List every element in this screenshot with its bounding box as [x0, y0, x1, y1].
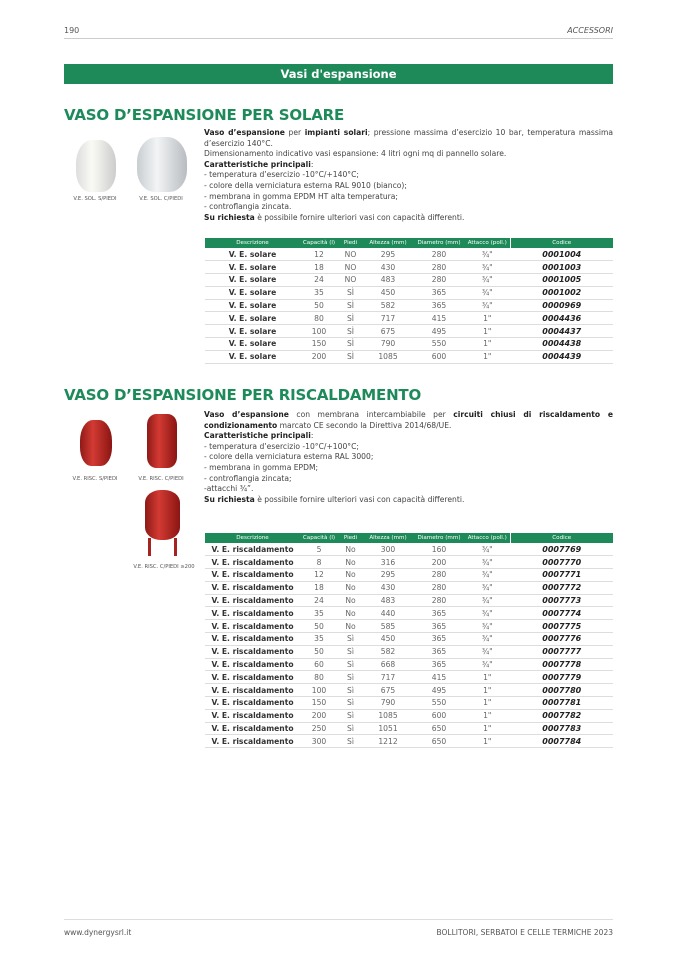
- cell-diameter: 365: [413, 607, 465, 620]
- cell-code: 0007775: [510, 620, 613, 633]
- cell-feet: Sì: [338, 735, 363, 748]
- cell-connection: 1": [465, 350, 510, 363]
- cell-height: 717: [363, 312, 413, 325]
- cell-diameter: 495: [413, 684, 465, 697]
- cell-feet: Sì: [338, 658, 363, 671]
- cell-description: V. E. riscaldamento: [205, 658, 300, 671]
- cell-connection: ¾": [465, 261, 510, 274]
- cell-connection: 1": [465, 709, 510, 722]
- cell-description: V. E. solare: [205, 338, 300, 351]
- cell-diameter: 650: [413, 722, 465, 735]
- cell-diameter: 365: [413, 645, 465, 658]
- cell-diameter: 365: [413, 658, 465, 671]
- cell-connection: ¾": [465, 645, 510, 658]
- cell-capacity: 18: [300, 581, 338, 594]
- table-row: [205, 684, 613, 697]
- cell-code: 0001005: [510, 274, 613, 287]
- solar-section-title: VASO D’ESPANSIONE PER SOLARE: [64, 106, 345, 124]
- cell-code: 0007781: [510, 697, 613, 710]
- cell-capacity: 150: [300, 338, 338, 351]
- cell-height: 440: [363, 607, 413, 620]
- cell-capacity: 35: [300, 633, 338, 646]
- cell-capacity: 80: [300, 312, 338, 325]
- section-label: ACCESSORI: [567, 26, 613, 35]
- cell-diameter: 160: [413, 543, 465, 556]
- cell-description: V. E. solare: [205, 299, 300, 312]
- table-row: [205, 645, 613, 658]
- cell-description: V. E. solare: [205, 350, 300, 363]
- cell-capacity: 50: [300, 620, 338, 633]
- cell-feet: No: [338, 594, 363, 607]
- cell-capacity: 50: [300, 299, 338, 312]
- cell-height: 675: [363, 325, 413, 338]
- cell-capacity: 60: [300, 658, 338, 671]
- column-header-code: Codice: [510, 533, 613, 543]
- cell-code: 0000969: [510, 299, 613, 312]
- table-header-row: [205, 533, 613, 543]
- table-row: [205, 274, 613, 287]
- cell-code: 0007777: [510, 645, 613, 658]
- cell-connection: ¾": [465, 543, 510, 556]
- cell-capacity: 250: [300, 722, 338, 735]
- cell-height: 483: [363, 594, 413, 607]
- table-row: [205, 671, 613, 684]
- cell-connection: ¾": [465, 594, 510, 607]
- cell-code: 0001003: [510, 261, 613, 274]
- column-header-connection: Attacco (poll.): [465, 238, 510, 248]
- column-header-connection: Attacco (poll.): [465, 533, 510, 543]
- cell-height: 295: [363, 569, 413, 582]
- cell-diameter: 280: [413, 594, 465, 607]
- cell-feet: SÌ: [338, 350, 363, 363]
- cell-connection: ¾": [465, 274, 510, 287]
- cell-feet: NO: [338, 274, 363, 287]
- column-header-feet: Piedi: [338, 238, 363, 248]
- cell-height: 582: [363, 299, 413, 312]
- solar-table: [205, 238, 613, 364]
- cell-capacity: 300: [300, 735, 338, 748]
- table-row: [205, 350, 613, 363]
- table-header-row: [205, 238, 613, 248]
- cell-description: V. E. riscaldamento: [205, 543, 300, 556]
- cell-connection: 1": [465, 671, 510, 684]
- cell-code: 0007774: [510, 607, 613, 620]
- cell-feet: SÌ: [338, 299, 363, 312]
- cell-height: 1085: [363, 709, 413, 722]
- cell-height: 790: [363, 338, 413, 351]
- cell-height: 483: [363, 274, 413, 287]
- cell-description: V. E. riscaldamento: [205, 569, 300, 582]
- cell-feet: SÌ: [338, 325, 363, 338]
- cell-description: V. E. riscaldamento: [205, 735, 300, 748]
- cell-diameter: 365: [413, 286, 465, 299]
- heating-table: [205, 533, 613, 748]
- cell-capacity: 24: [300, 594, 338, 607]
- cell-description: V. E. solare: [205, 312, 300, 325]
- cell-description: V. E. riscaldamento: [205, 607, 300, 620]
- cell-diameter: 280: [413, 581, 465, 594]
- cell-capacity: 18: [300, 261, 338, 274]
- table-row: [205, 735, 613, 748]
- cell-description: V. E. riscaldamento: [205, 709, 300, 722]
- cell-connection: ¾": [465, 556, 510, 569]
- column-header-capacity: Capacità (l): [300, 238, 338, 248]
- cell-diameter: 365: [413, 620, 465, 633]
- cell-code: 0007776: [510, 633, 613, 646]
- cell-feet: No: [338, 569, 363, 582]
- cell-capacity: 12: [300, 248, 338, 261]
- table-row: [205, 286, 613, 299]
- cell-feet: Sì: [338, 722, 363, 735]
- cell-code: 0004439: [510, 350, 613, 363]
- cell-capacity: 200: [300, 709, 338, 722]
- column-header-height: Altezza (mm): [363, 533, 413, 543]
- cell-code: 0004436: [510, 312, 613, 325]
- cell-connection: ¾": [465, 299, 510, 312]
- cell-description: V. E. riscaldamento: [205, 684, 300, 697]
- cell-code: 0007773: [510, 594, 613, 607]
- cell-diameter: 365: [413, 299, 465, 312]
- cell-code: 0007778: [510, 658, 613, 671]
- column-header-description: Descrizione: [205, 533, 300, 543]
- footer-catalog-title: BOLLITORI, SERBATOI E CELLE TERMICHE 2023: [436, 928, 613, 937]
- page-number: 190: [64, 26, 80, 35]
- cell-code: 0007779: [510, 671, 613, 684]
- cell-height: 717: [363, 671, 413, 684]
- cell-height: 295: [363, 248, 413, 261]
- cell-connection: ¾": [465, 581, 510, 594]
- cell-height: 300: [363, 543, 413, 556]
- footer-divider: [64, 919, 613, 920]
- cell-diameter: 280: [413, 569, 465, 582]
- heating-description: Vaso d’espansione con membrana intercambiabile per circuiti chiusi di riscaldamento e condizionamento marcato CE secondo la Direttiva 2014/68/UE. Caratteristiche principali: - temperatura d’esercizio -10°C/+100°C; - colore della verniciatura esterna RAL 3000; - membrana in gomma EPDM; - controflangia zincata; -attacchi ¾”. Su richiesta è possibile fornire ulteriori vasi con capacità differenti.: [204, 410, 613, 504]
- cell-code: 0001004: [510, 248, 613, 261]
- cell-capacity: 5: [300, 543, 338, 556]
- heating-section-title: VASO D’ESPANSIONE PER RISCALDAMENTO: [64, 386, 422, 404]
- cell-feet: No: [338, 581, 363, 594]
- cell-feet: NO: [338, 261, 363, 274]
- cell-feet: SÌ: [338, 286, 363, 299]
- cell-height: 790: [363, 697, 413, 710]
- cell-description: V. E. solare: [205, 274, 300, 287]
- cell-diameter: 600: [413, 350, 465, 363]
- cell-description: V. E. riscaldamento: [205, 722, 300, 735]
- cell-diameter: 415: [413, 312, 465, 325]
- cell-feet: NO: [338, 248, 363, 261]
- table-row: [205, 569, 613, 582]
- table-row: [205, 248, 613, 261]
- table-row: [205, 299, 613, 312]
- cell-diameter: 415: [413, 671, 465, 684]
- cell-feet: No: [338, 620, 363, 633]
- table-row: [205, 697, 613, 710]
- cell-code: 0004437: [510, 325, 613, 338]
- column-header-diameter: Diametro (mm): [413, 533, 465, 543]
- cell-feet: No: [338, 543, 363, 556]
- table-row: [205, 709, 613, 722]
- cell-capacity: 12: [300, 569, 338, 582]
- table-row: [205, 620, 613, 633]
- cell-feet: No: [338, 607, 363, 620]
- cell-connection: ¾": [465, 620, 510, 633]
- cell-capacity: 100: [300, 684, 338, 697]
- cell-capacity: 100: [300, 325, 338, 338]
- cell-description: V. E. riscaldamento: [205, 671, 300, 684]
- cell-description: V. E. solare: [205, 286, 300, 299]
- cell-connection: 1": [465, 697, 510, 710]
- table-row: [205, 633, 613, 646]
- cell-description: V. E. solare: [205, 261, 300, 274]
- cell-diameter: 280: [413, 248, 465, 261]
- cell-capacity: 200: [300, 350, 338, 363]
- cell-description: V. E. riscaldamento: [205, 633, 300, 646]
- cell-connection: 1": [465, 312, 510, 325]
- cell-code: 0007770: [510, 556, 613, 569]
- cell-height: 450: [363, 633, 413, 646]
- cell-diameter: 365: [413, 633, 465, 646]
- column-header-diameter: Diametro (mm): [413, 238, 465, 248]
- cell-description: V. E. solare: [205, 325, 300, 338]
- cell-code: 0007782: [510, 709, 613, 722]
- column-header-capacity: Capacità (l): [300, 533, 338, 543]
- cell-feet: SÌ: [338, 338, 363, 351]
- cell-connection: ¾": [465, 658, 510, 671]
- cell-height: 430: [363, 261, 413, 274]
- cell-code: 0007780: [510, 684, 613, 697]
- cell-connection: ¾": [465, 633, 510, 646]
- table-row: [205, 607, 613, 620]
- cell-feet: No: [338, 556, 363, 569]
- cell-height: 675: [363, 684, 413, 697]
- cell-diameter: 600: [413, 709, 465, 722]
- cell-height: 450: [363, 286, 413, 299]
- cell-feet: Sì: [338, 633, 363, 646]
- table-row: [205, 543, 613, 556]
- cell-connection: 1": [465, 735, 510, 748]
- cell-connection: ¾": [465, 607, 510, 620]
- footer-website[interactable]: www.dynergysrl.it: [64, 928, 132, 937]
- table-row: [205, 658, 613, 671]
- column-header-code: Codice: [510, 238, 613, 248]
- cell-description: V. E. riscaldamento: [205, 697, 300, 710]
- cell-connection: ¾": [465, 569, 510, 582]
- cell-diameter: 550: [413, 338, 465, 351]
- cell-capacity: 50: [300, 645, 338, 658]
- solar-description: Vaso d’espansione per impianti solari; pressione massima d’esercizio 10 bar, temperatura massima d’esercizio 140°C. Dimensionamento indicativo vasi espansione: 4 litri ogni mq di pannello solare. Caratteristiche principali: - temperatura d’esercizio -10°C/+140°C; - colore della verniciatura esterna RAL 9010 (bianco); - membrana in gomma EPDM HT alta temperatura; - controflangia zincata. Su richiesta è possibile fornire ulteriori vasi con capacità differenti.: [204, 128, 613, 222]
- cell-connection: ¾": [465, 286, 510, 299]
- cell-capacity: 24: [300, 274, 338, 287]
- cell-diameter: 280: [413, 274, 465, 287]
- table-row: [205, 325, 613, 338]
- table-row: [205, 722, 613, 735]
- cell-height: 1212: [363, 735, 413, 748]
- cell-feet: Sì: [338, 671, 363, 684]
- cell-capacity: 35: [300, 607, 338, 620]
- table-row: [205, 338, 613, 351]
- cell-capacity: 35: [300, 286, 338, 299]
- cell-code: 0004438: [510, 338, 613, 351]
- column-header-feet: Piedi: [338, 533, 363, 543]
- cell-connection: 1": [465, 684, 510, 697]
- column-header-height: Altezza (mm): [363, 238, 413, 248]
- cell-description: V. E. riscaldamento: [205, 645, 300, 658]
- cell-description: V. E. riscaldamento: [205, 594, 300, 607]
- cell-description: V. E. riscaldamento: [205, 620, 300, 633]
- cell-description: V. E. riscaldamento: [205, 556, 300, 569]
- cell-code: 0007784: [510, 735, 613, 748]
- cell-connection: 1": [465, 722, 510, 735]
- table-row: [205, 261, 613, 274]
- cell-feet: Sì: [338, 684, 363, 697]
- cell-diameter: 495: [413, 325, 465, 338]
- cell-connection: ¾": [465, 248, 510, 261]
- cell-height: 430: [363, 581, 413, 594]
- cell-connection: 1": [465, 325, 510, 338]
- cell-capacity: 80: [300, 671, 338, 684]
- cell-height: 316: [363, 556, 413, 569]
- cell-feet: Sì: [338, 709, 363, 722]
- cell-capacity: 150: [300, 697, 338, 710]
- header-divider: [64, 38, 613, 39]
- table-row: [205, 556, 613, 569]
- cell-code: 0001002: [510, 286, 613, 299]
- cell-feet: Sì: [338, 645, 363, 658]
- cell-feet: SÌ: [338, 312, 363, 325]
- cell-description: V. E. solare: [205, 248, 300, 261]
- column-header-description: Descrizione: [205, 238, 300, 248]
- table-row: [205, 312, 613, 325]
- table-row: [205, 594, 613, 607]
- cell-code: 0007783: [510, 722, 613, 735]
- cell-height: 1085: [363, 350, 413, 363]
- cell-diameter: 550: [413, 697, 465, 710]
- cell-capacity: 8: [300, 556, 338, 569]
- cell-height: 1051: [363, 722, 413, 735]
- table-row: [205, 581, 613, 594]
- cell-height: 582: [363, 645, 413, 658]
- cell-code: 0007772: [510, 581, 613, 594]
- cell-code: 0007769: [510, 543, 613, 556]
- cell-description: V. E. riscaldamento: [205, 581, 300, 594]
- cell-code: 0007771: [510, 569, 613, 582]
- cell-diameter: 200: [413, 556, 465, 569]
- category-banner: Vasi d'espansione: [64, 64, 613, 84]
- cell-diameter: 280: [413, 261, 465, 274]
- cell-height: 585: [363, 620, 413, 633]
- cell-feet: Sì: [338, 697, 363, 710]
- cell-connection: 1": [465, 338, 510, 351]
- cell-height: 668: [363, 658, 413, 671]
- cell-diameter: 650: [413, 735, 465, 748]
